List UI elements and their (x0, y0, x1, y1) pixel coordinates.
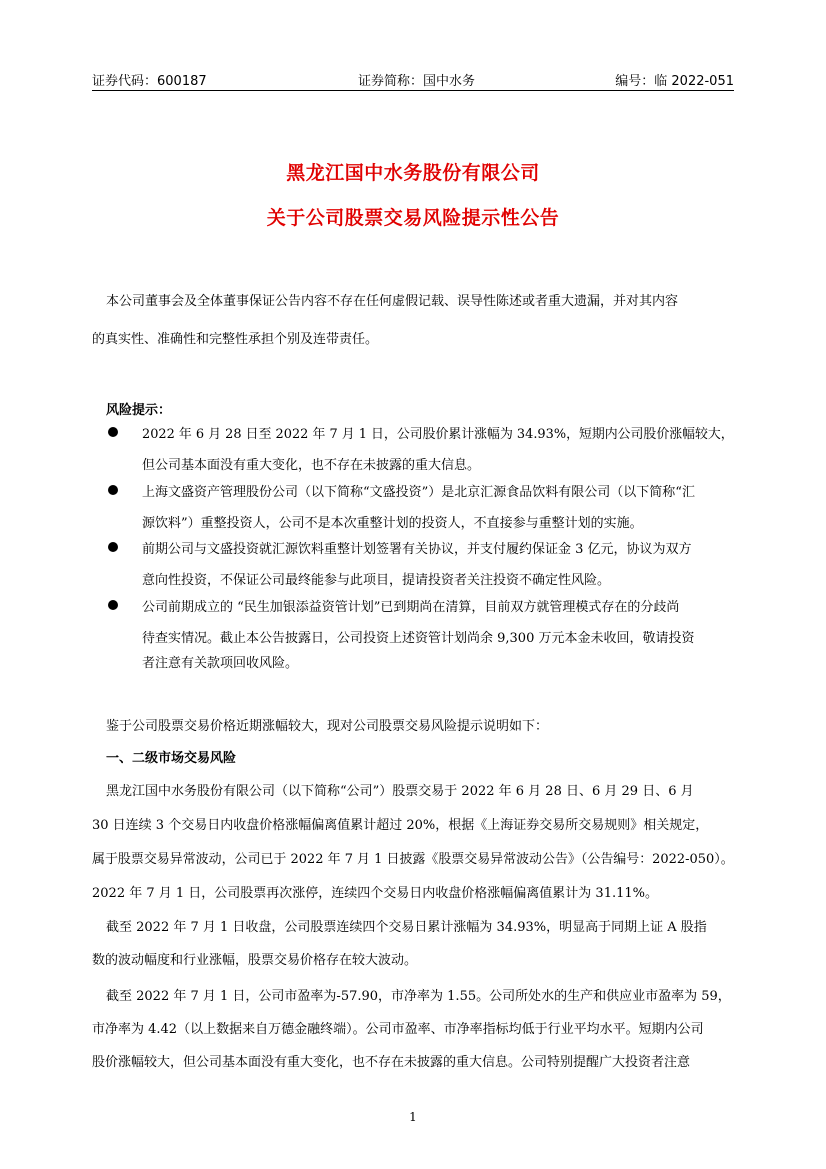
statement-line-2: 的真实性、准确性和完整性承担个别及连带责任。 (92, 332, 379, 347)
paragraph-2-line-1: 截至 2022 年 7 月 1 日收盘，公司股票连续四个交易日累计涨幅为 34.93%，明显高于同期上证 A 股指 (106, 920, 707, 935)
announcement-number: 编号：临 2022-051 (615, 74, 734, 89)
header-divider (92, 90, 734, 91)
bullet-icon (108, 542, 118, 552)
paragraph-2-line-2: 数的波动幅度和行业涨幅，股票交易价格存在较大波动。 (92, 953, 418, 968)
risk-item-1-line-2: 但公司基本面没有重大变化，也不存在未披露的重大信息。 (142, 458, 481, 473)
paragraph-1-line-1: 黑龙江国中水务股份有限公司（以下简称“公司”）股票交易于 2022 年 6 月 28 日、6 月 29 日、6 月 (106, 784, 694, 799)
risk-item-3-line-1: 前期公司与文盛投资就汇源饮料重整计划签署有关协议，并支付履约保证金 3 亿元，协议为双方 (142, 542, 692, 557)
bullet-icon (108, 600, 118, 610)
paragraph-1-line-3: 属于股票交易异常波动，公司已于 2022 年 7 月 1 日披露《股票交易异常波动公告》（公告编号：2022-050）。 (92, 852, 734, 867)
risk-item-3-line-2: 意向性投资，不保证公司最终能参与此项目，提请投资者关注投资不确定性风险。 (142, 573, 611, 588)
risk-heading: 风险提示： (106, 403, 172, 418)
bullet-icon (108, 427, 118, 437)
intro-text: 鉴于公司股票交易价格近期涨幅较大，现对公司股票交易风险提示说明如下： (106, 719, 549, 734)
statement-line-1: 本公司董事会及全体董事保证公告内容不存在任何虚假记载、误导性陈述或者重大遗漏，并对其内容 (106, 294, 679, 309)
risk-item-4-line-1: 公司前期成立的 “民生加银添益资管计划”已到期尚在清算，目前双方就管理模式存在的分歧尚 (142, 600, 680, 615)
stock-code: 证券代码：600187 (92, 74, 207, 89)
risk-item-4-line-2: 待查实情况。截止本公告披露日，公司投资上述资管计划尚余 9,300 万元本金未收回，敬请投资 (142, 631, 695, 646)
paragraph-3-line-2: 市净率为 4.42（以上数据来自万德金融终端）。公司市盈率、市净率指标均低于行业平均水平。短期内公司 (92, 1022, 704, 1037)
risk-item-1-line-1: 2022 年 6 月 28 日至 2022 年 7 月 1 日，公司股价累计涨幅为 34.93%，短期内公司股价涨幅较大， (142, 427, 734, 442)
company-title: 黑龙江国中水务股份有限公司 (286, 162, 540, 184)
section-heading: 一、二级市场交易风险 (106, 751, 237, 766)
stock-short-name: 证券简称：国中水务 (358, 74, 476, 89)
paragraph-3-line-1: 截至 2022 年 7 月 1 日，公司市盈率为-57.90，市净率为 1.55。公司所处水的生产和供应业市盈率为 59， (106, 989, 731, 1004)
page-number: 1 (409, 1110, 417, 1124)
announcement-title: 关于公司股票交易风险提示性公告 (266, 207, 560, 229)
document-header (92, 70, 734, 92)
paragraph-3-line-3: 股价涨幅较大，但公司基本面没有重大变化，也不存在未披露的重大信息。公司特别提醒广大投资者注意 (92, 1055, 691, 1070)
paragraph-1-line-4: 2022 年 7 月 1 日，公司股票再次涨停，连续四个交易日内收盘价格涨幅偏离值累计为 31.11%。 (92, 886, 658, 901)
bullet-icon (108, 485, 118, 495)
risk-item-2-line-2: 源饮料”）重整投资人，公司不是本次重整计划的投资人，不直接参与重整计划的实施。 (142, 516, 643, 531)
risk-item-4-line-3: 者注意有关款项回收风险。 (142, 656, 299, 671)
paragraph-1-line-2: 30 日连续 3 个交易日内收盘价格涨幅偏离值累计超过 20%，根据《上海证券交易所交易规则》相关规定， (92, 818, 709, 833)
risk-item-2-line-1: 上海文盛资产管理股份公司（以下简称“文盛投资”）是北京汇源食品饮料有限公司（以下简称“汇 (142, 485, 695, 500)
